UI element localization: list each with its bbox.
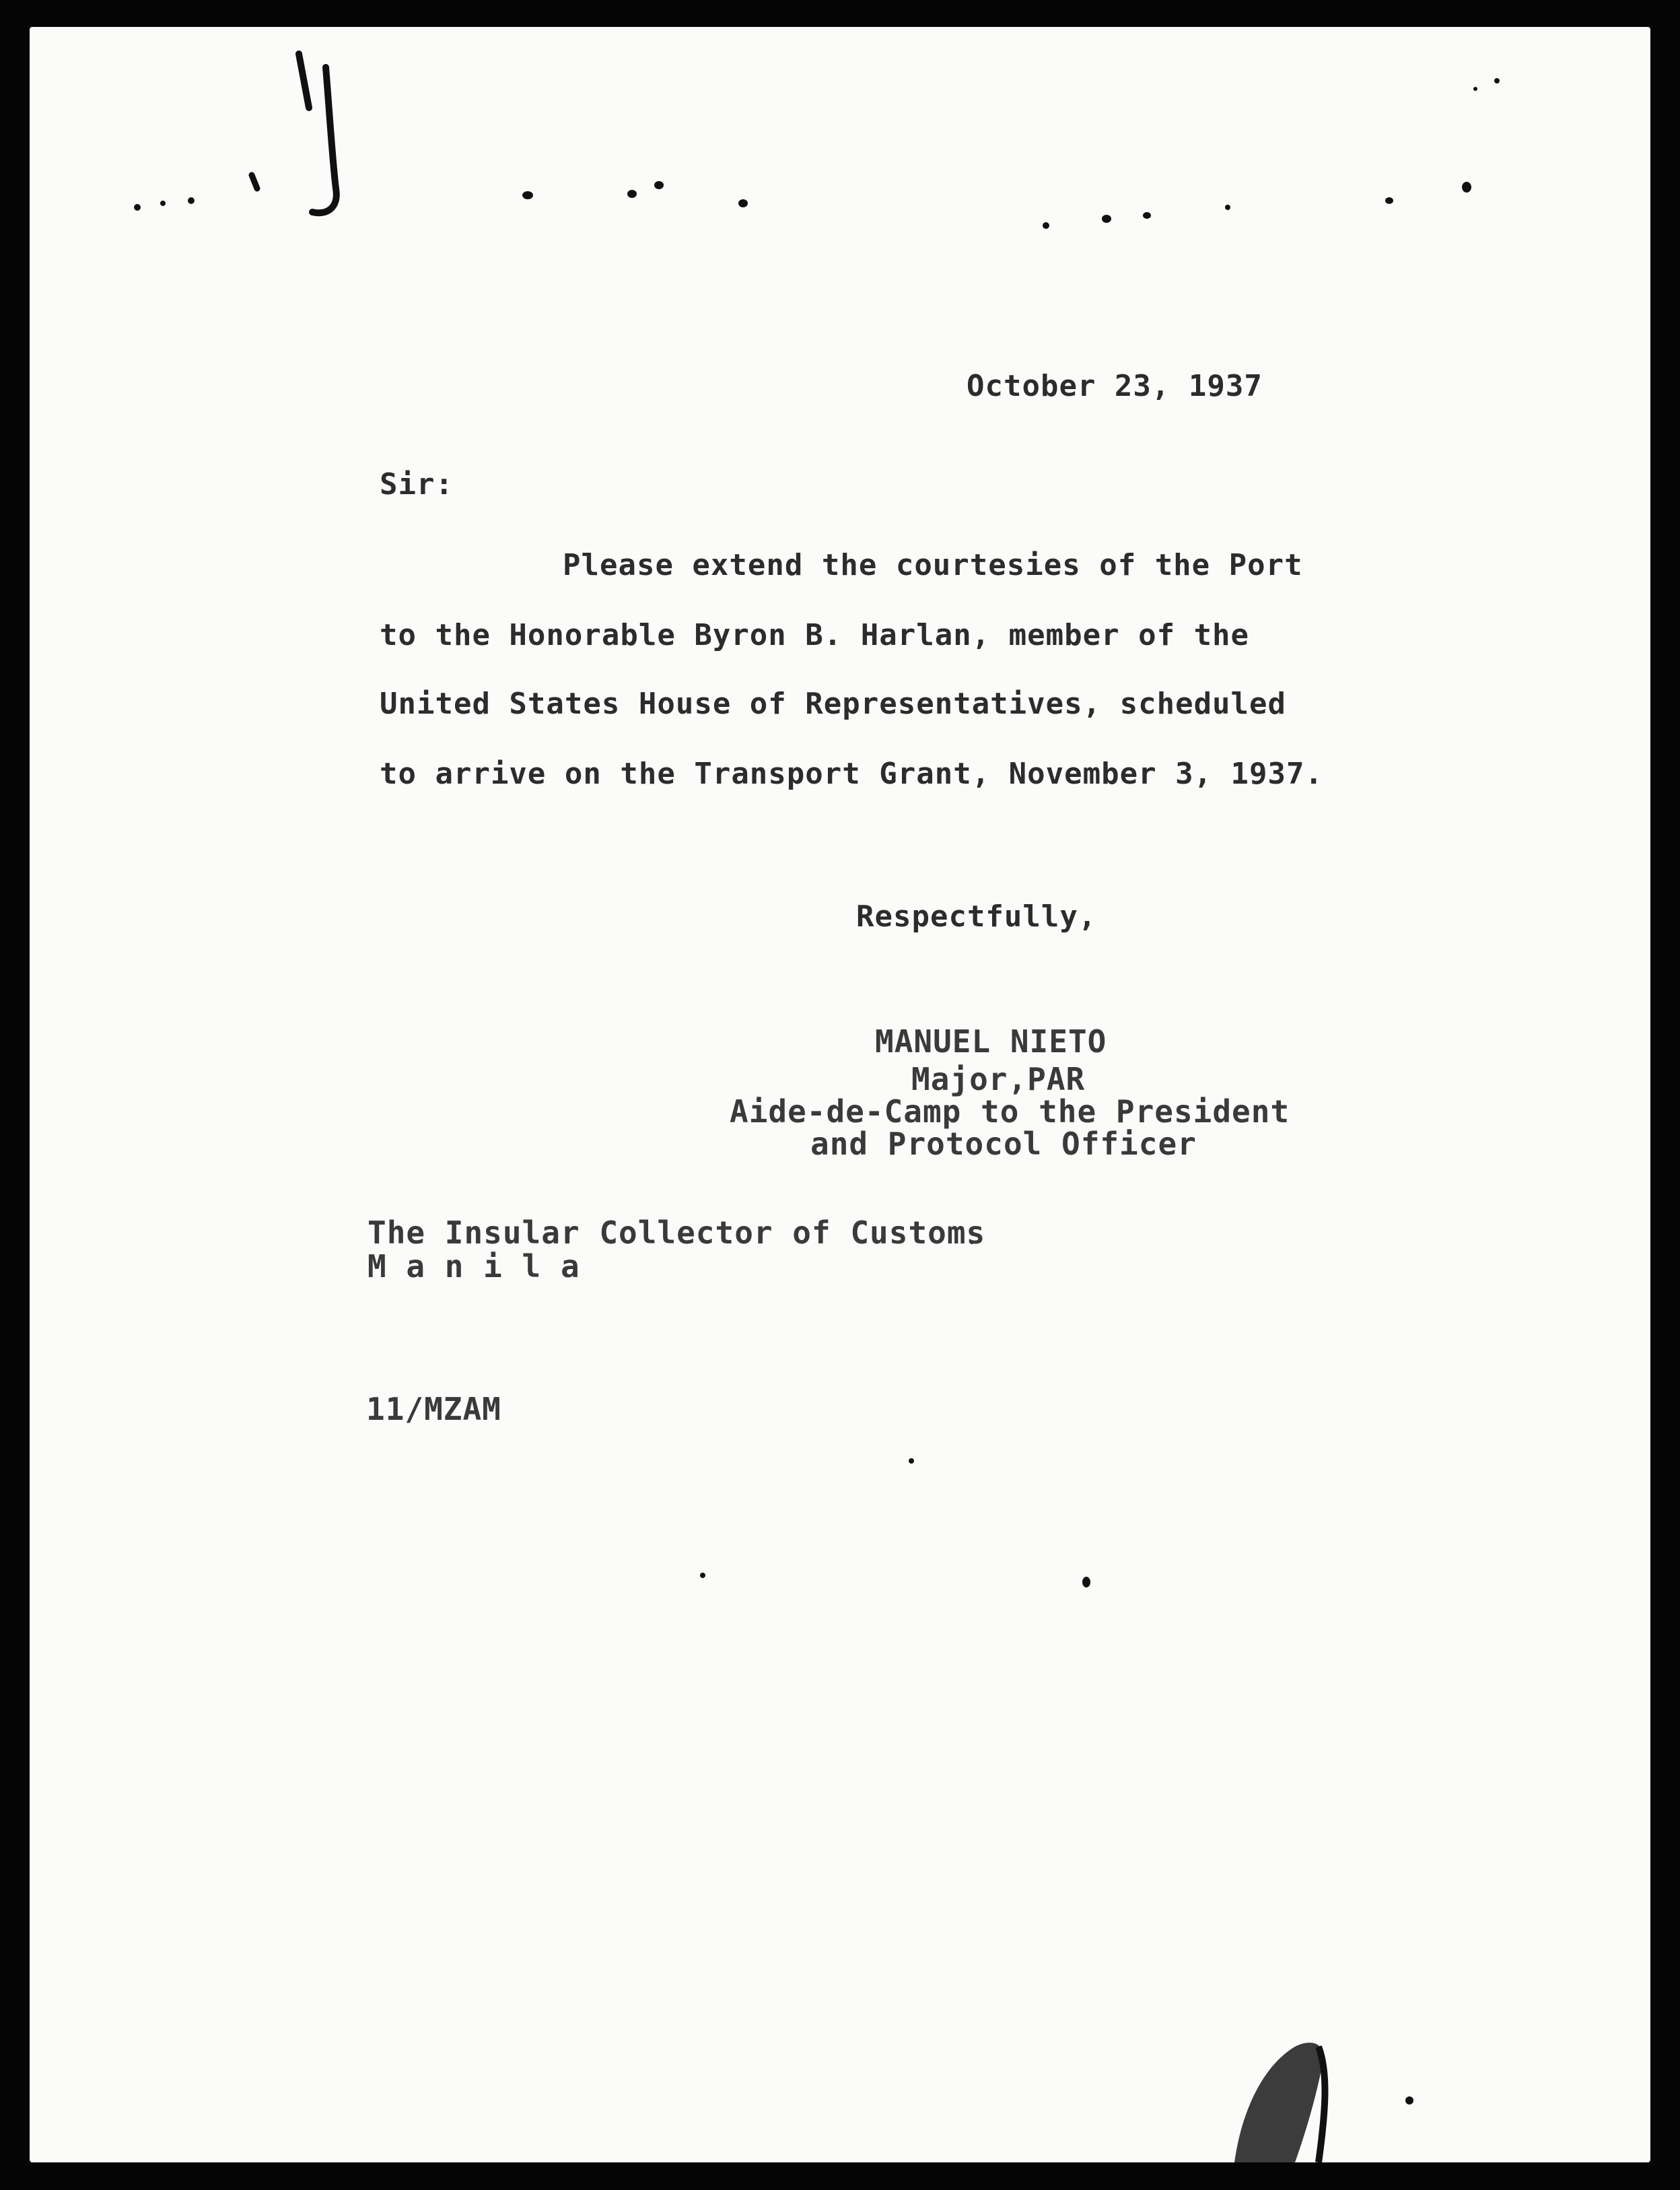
body-line-1: Please extend the courtesies of the Port [563,548,1303,582]
addressee-line-1: The Insular Collector of Customs [368,1214,986,1251]
salutation: Sir: [380,467,454,502]
signature-name: MANUEL NIETO [875,1023,1107,1060]
letter-body [30,27,1650,2162]
body-line-2: to the Honorable Byron B. Harlan, member of the [380,618,1250,652]
body-line-4: to arrive on the Transport Grant, November 3, 1937. [380,757,1324,791]
addressee-line-2: M a n i l a [368,1248,580,1285]
body-line-3: United States House of Representatives, scheduled [380,687,1287,721]
signature-title-1: Aide-de-Camp to the President [730,1093,1290,1130]
signature-rank: Major,PAR [911,1061,1086,1097]
letter-date: October 23, 1937 [967,369,1263,403]
reference-initials: 11/MZAM [366,1391,501,1427]
signature-title-2: and Protocol Officer [810,1126,1197,1162]
closing: Respectfully, [856,899,1097,934]
letter-page [30,27,1650,2162]
